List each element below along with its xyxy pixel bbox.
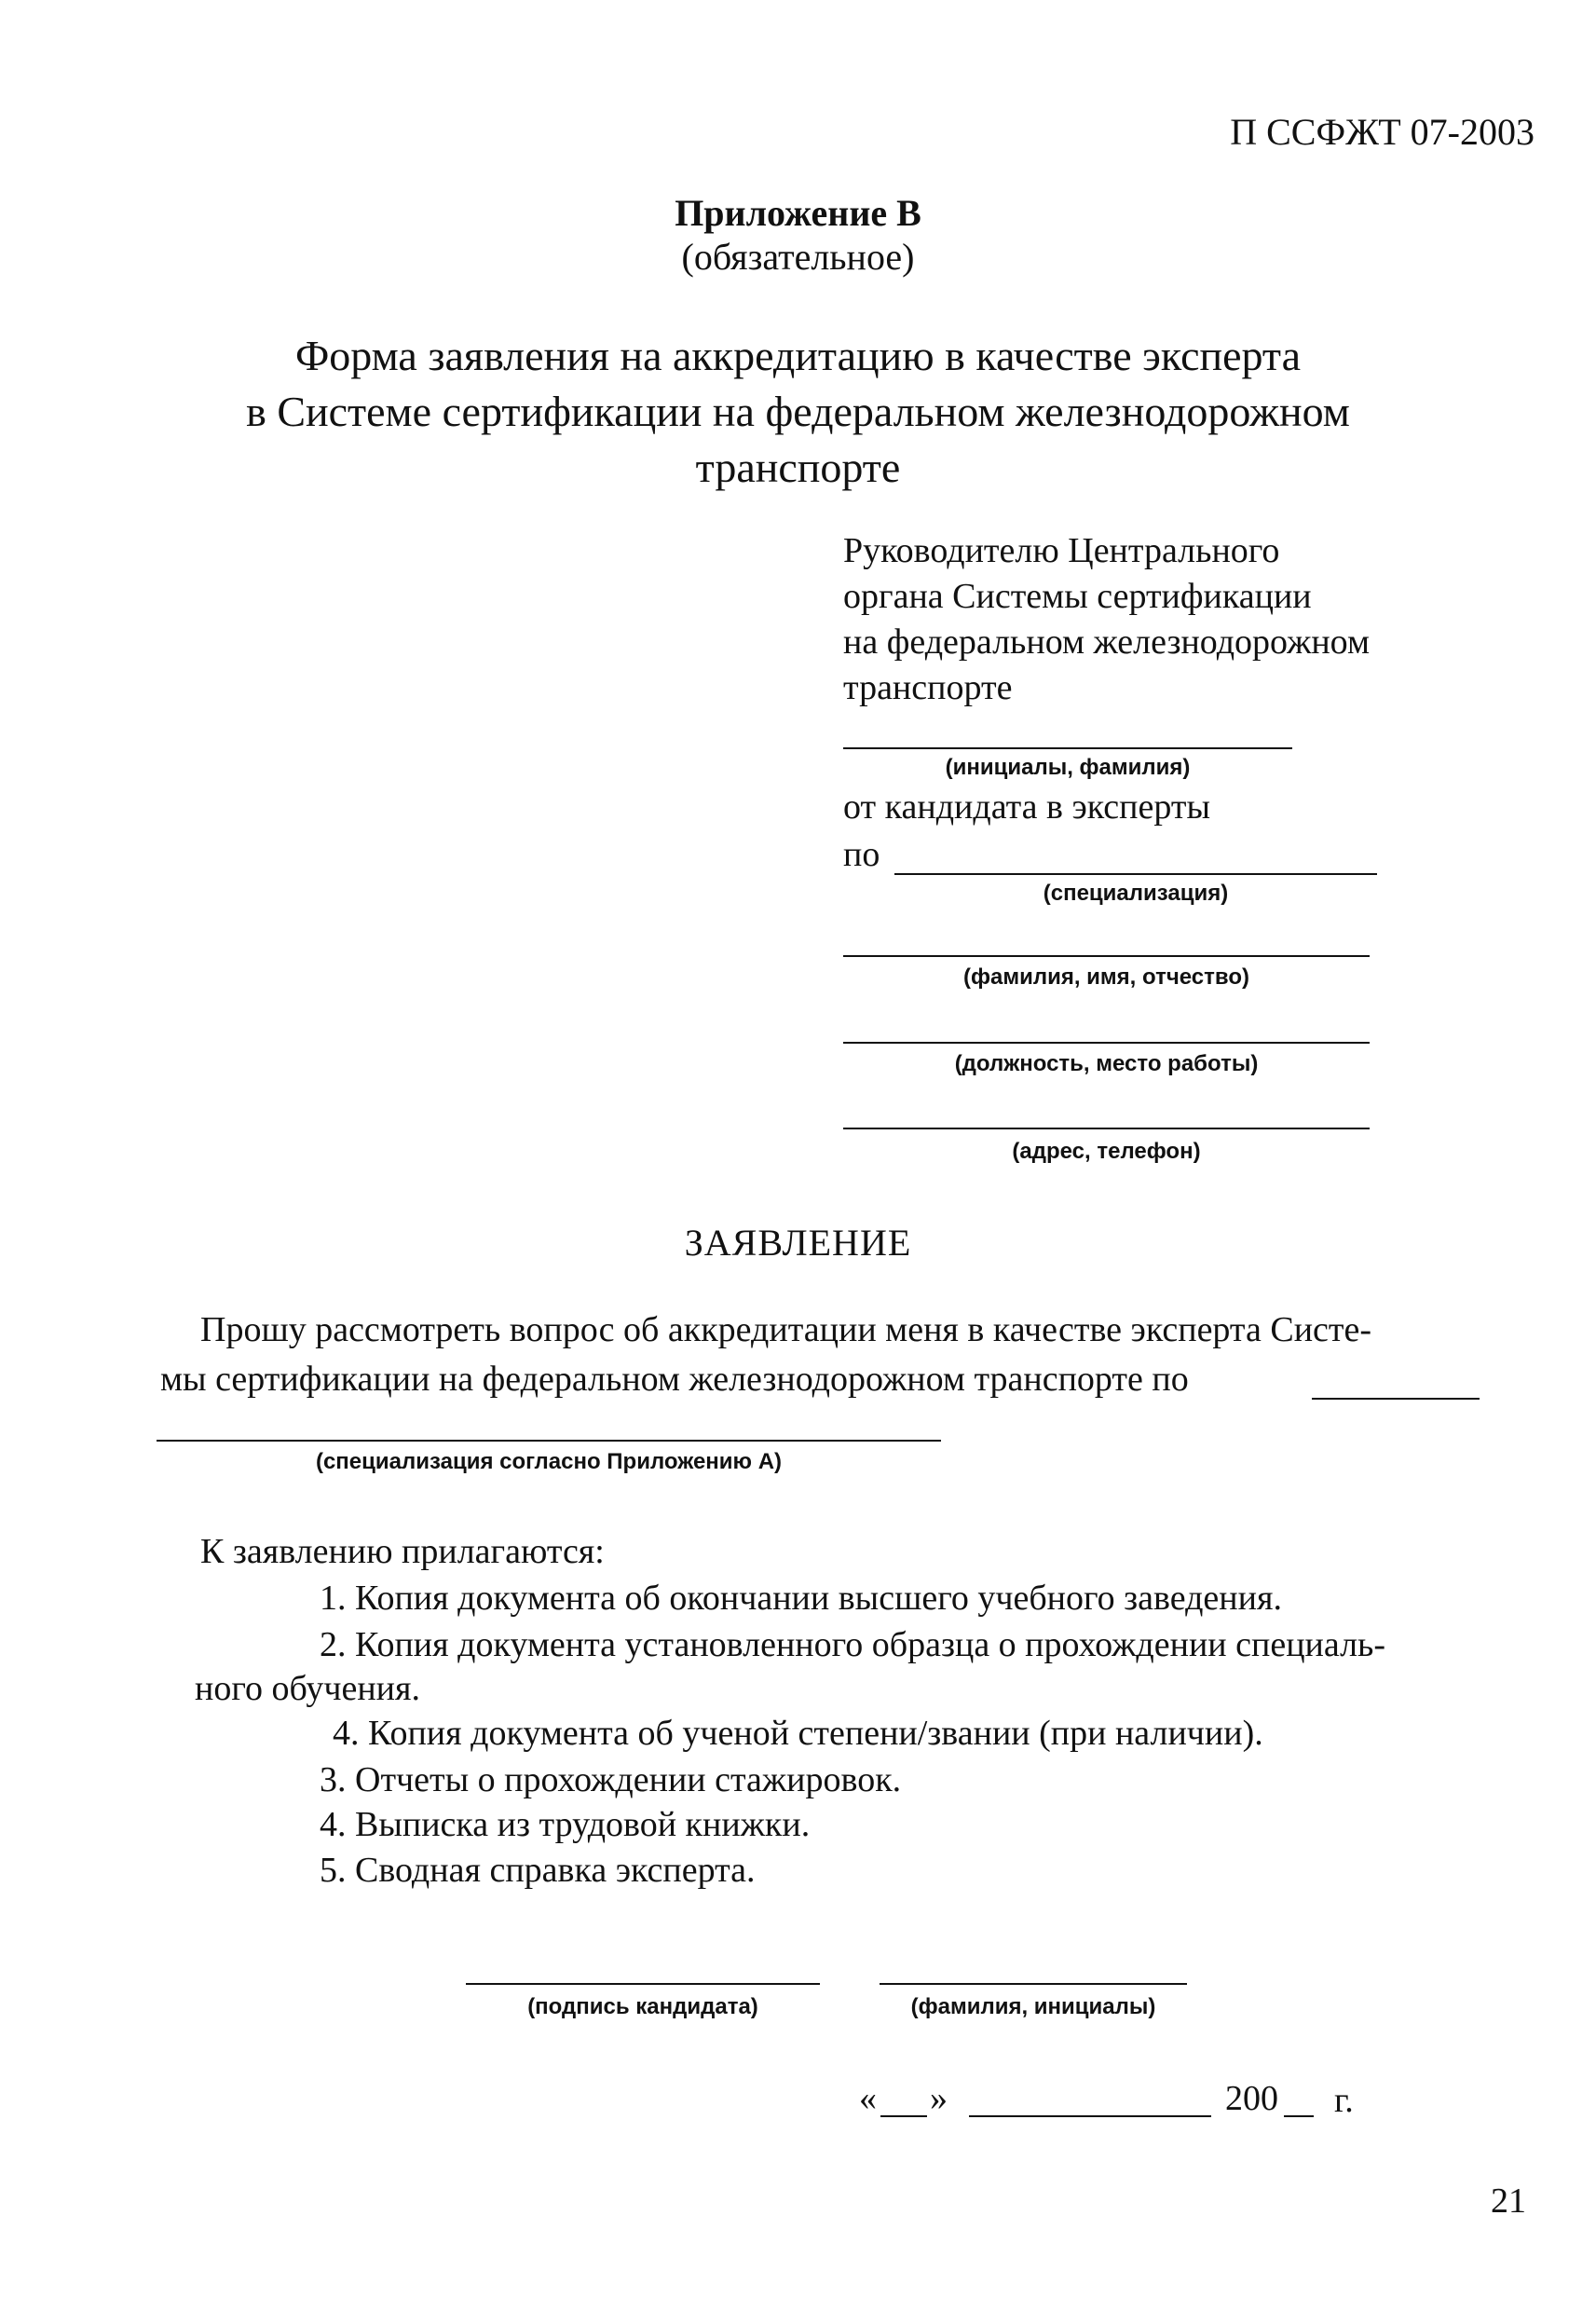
date-year-prefix: 200 [1225,2079,1278,2118]
addressee-line-2: органа Системы сертификации [843,577,1312,616]
appendix-note: (обязательное) [681,236,915,278]
initials-field-line[interactable] [843,747,1292,749]
attachments-intro: К заявлению прилагаются: [200,1532,605,1571]
specialization-field-line[interactable] [894,873,1377,875]
attachment-item-continuation: ного обучения. [195,1669,420,1708]
addressee-line-1: Руководителю Центрального [843,531,1280,570]
document-code: П ССФЖТ 07-2003 [1230,111,1535,153]
appendix-title: Приложение В [675,192,921,234]
addressee-line-3: на федеральном железнодорожном [843,622,1371,662]
form-title-line-2: в Системе сертификации на федеральном железнодорожном [246,388,1350,435]
from-candidate-text: от кандидата в эксперты [843,787,1210,827]
attachment-item: 5. Сводная справка эксперта. [320,1851,756,1890]
page-number: 21 [1491,2181,1526,2221]
date-year-line[interactable] [1284,2115,1314,2117]
po-label: по [843,835,880,874]
specialization-caption: (специализация) [1043,881,1229,906]
position-caption: (должность, место работы) [954,1051,1259,1076]
statement-specialization-line[interactable] [1312,1398,1480,1400]
name-initials-caption: (фамилия, инициалы) [910,1994,1156,2019]
name-initials-field-line[interactable] [880,1983,1187,1985]
statement-specialization-full-line[interactable] [157,1440,941,1442]
attachment-item: 1. Копия документа об окончании высшего учебного заведения. [320,1579,1282,1618]
address-field-line[interactable] [843,1128,1370,1129]
addressee-line-4: транспорте [843,668,1013,707]
statement-specialization-caption: (специализация согласно Приложению А) [315,1449,783,1474]
address-caption: (адрес, телефон) [1012,1139,1201,1164]
addressee-block [843,528,1370,711]
date-month-line[interactable] [969,2115,1211,2117]
date-year-suffix: г. [1334,2081,1354,2120]
date-quote-open: « [859,2079,877,2118]
form-title-line-3: транспорте [695,444,901,491]
initials-caption: (инициалы, фамилия) [945,755,1191,780]
statement-body-line-1: Прошу рассмотреть вопрос об аккредитации меня в качестве эксперта Систе- [200,1310,1372,1349]
attachment-item: 3. Отчеты о прохождении стажировок. [320,1760,902,1799]
signature-caption: (подпись кандидата) [527,1994,758,2019]
attachment-item: 2. Копия документа установленного образца о прохождении специаль- [320,1625,1386,1664]
signature-field-line[interactable] [466,1983,820,1985]
fio-field-line[interactable] [843,955,1370,957]
form-title-line-1: Форма заявления на аккредитацию в качестве эксперта [294,332,1302,379]
fio-caption: (фамилия, имя, отчество) [962,964,1249,990]
date-day-line[interactable] [880,2115,927,2117]
statement-body-line-2: мы сертификации на федеральном железнодорожном транспорте по [160,1360,1189,1399]
attachment-item: 4. Выписка из трудовой книжки. [320,1805,811,1844]
form-title [0,328,1596,496]
statement-title: ЗАЯВЛЕНИЕ [684,1222,912,1264]
position-field-line[interactable] [843,1042,1370,1044]
date-quote-close: » [930,2079,948,2118]
attachment-item: 4. Копия документа об ученой степени/звании (при наличии). [333,1714,1263,1753]
